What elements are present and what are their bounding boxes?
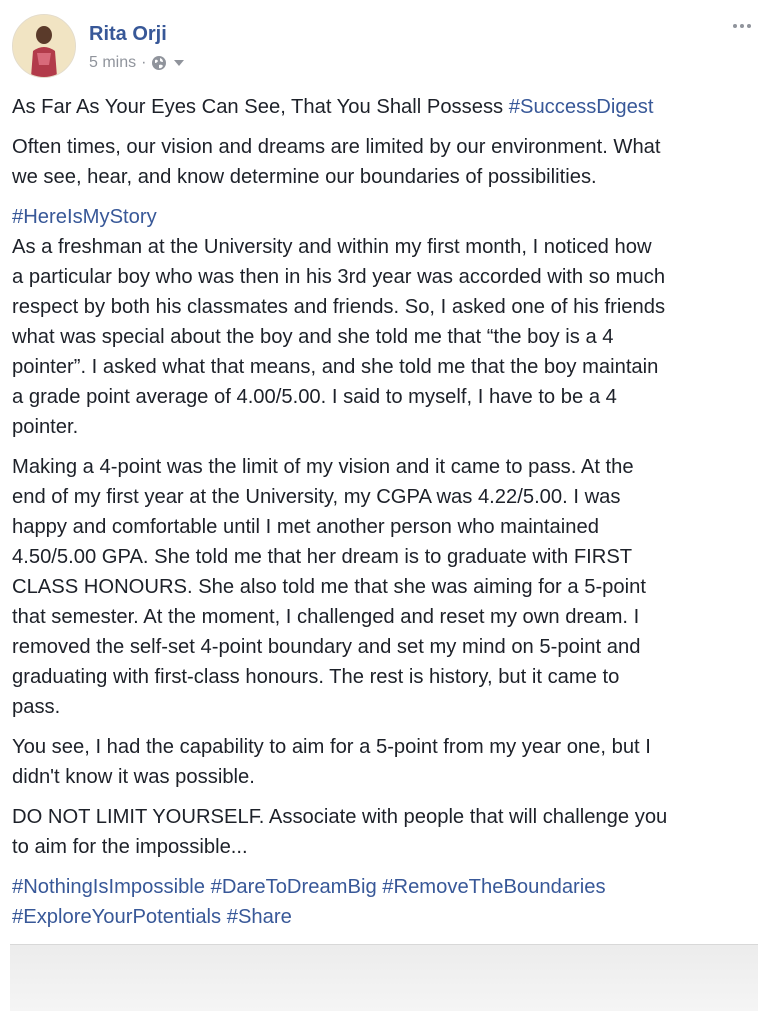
text-line: respect by both his classmates and friends. So, I asked one of his friends bbox=[12, 296, 666, 318]
paragraph-5 bbox=[12, 802, 758, 862]
hashtags-line-1[interactable]: #NothingIsImpossible #DareToDreamBig #RemoveTheBoundaries bbox=[12, 876, 606, 898]
text-line: Making a 4-point was the limit of my vision and it came to pass. At the bbox=[12, 456, 634, 478]
attached-photo[interactable] bbox=[10, 944, 758, 1011]
paragraph-2 bbox=[12, 232, 758, 442]
post-meta bbox=[89, 54, 186, 72]
text-line: CLASS HONOURS. She also told me that she was aiming for a 5-point bbox=[12, 576, 646, 598]
more-icon[interactable] bbox=[732, 18, 752, 35]
text-line: DO NOT LIMIT YOURSELF. Associate with people that will challenge you bbox=[12, 806, 668, 828]
text-line: what was special about the boy and she told me that “the boy is a 4 bbox=[12, 326, 614, 348]
globe-icon[interactable] bbox=[151, 55, 167, 71]
timestamp[interactable]: 5 mins bbox=[89, 54, 137, 71]
title-text: As Far As Your Eyes Can See, That You Shall Possess bbox=[12, 96, 504, 118]
text-line: didn't know it was possible. bbox=[12, 766, 255, 788]
text-line: a particular boy who was then in his 3rd year was accorded with so much bbox=[12, 266, 666, 288]
caret-down-icon[interactable] bbox=[172, 58, 186, 68]
hashtag-success-digest[interactable]: #SuccessDigest bbox=[508, 96, 654, 118]
text-line: pass. bbox=[12, 696, 61, 718]
paragraph-4 bbox=[12, 732, 758, 792]
text-line: 4.50/5.00 GPA. She told me that her dream is to graduate with FIRST bbox=[12, 546, 633, 568]
text-line: As a freshman at the University and within my first month, I noticed how bbox=[12, 236, 652, 258]
avatar[interactable] bbox=[12, 14, 76, 78]
avatar-image bbox=[13, 15, 75, 77]
meta-separator: · bbox=[141, 54, 147, 71]
text-line: graduating with first-class honours. The rest is history, but it came to bbox=[12, 666, 620, 688]
text-line: we see, hear, and know determine our boundaries of possibilities. bbox=[12, 166, 597, 188]
paragraph-1 bbox=[12, 132, 758, 192]
text-line: to aim for the impossible... bbox=[12, 836, 248, 858]
text-line: that semester. At the moment, I challenged and reset my own dream. I bbox=[12, 606, 640, 628]
text-line: pointer”. I asked what that means, and she told me that the boy maintain bbox=[12, 356, 659, 378]
author-name[interactable]: Rita Orji bbox=[89, 23, 167, 45]
post-body bbox=[12, 92, 758, 942]
hashtags bbox=[12, 872, 758, 932]
text-line: happy and comfortable until I met another person who maintained bbox=[12, 516, 599, 538]
story-hashtag-line bbox=[12, 202, 758, 232]
hashtags-line-2[interactable]: #ExploreYourPotentials #Share bbox=[12, 906, 292, 928]
hashtag-here-is-my-story[interactable]: #HereIsMyStory bbox=[12, 206, 157, 228]
text-line: a grade point average of 4.00/5.00. I said to myself, I have to be a 4 bbox=[12, 386, 617, 408]
text-line: end of my first year at the University, my CGPA was 4.22/5.00. I was bbox=[12, 486, 621, 508]
post-header bbox=[12, 14, 752, 80]
post-title bbox=[12, 92, 758, 122]
text-line: removed the self-set 4-point boundary and set my mind on 5-point and bbox=[12, 636, 641, 658]
text-line: You see, I had the capability to aim for a 5-point from my year one, but I bbox=[12, 736, 651, 758]
text-line: pointer. bbox=[12, 416, 79, 438]
text-line: Often times, our vision and dreams are limited by our environment. What bbox=[12, 136, 661, 158]
paragraph-3 bbox=[12, 452, 758, 722]
